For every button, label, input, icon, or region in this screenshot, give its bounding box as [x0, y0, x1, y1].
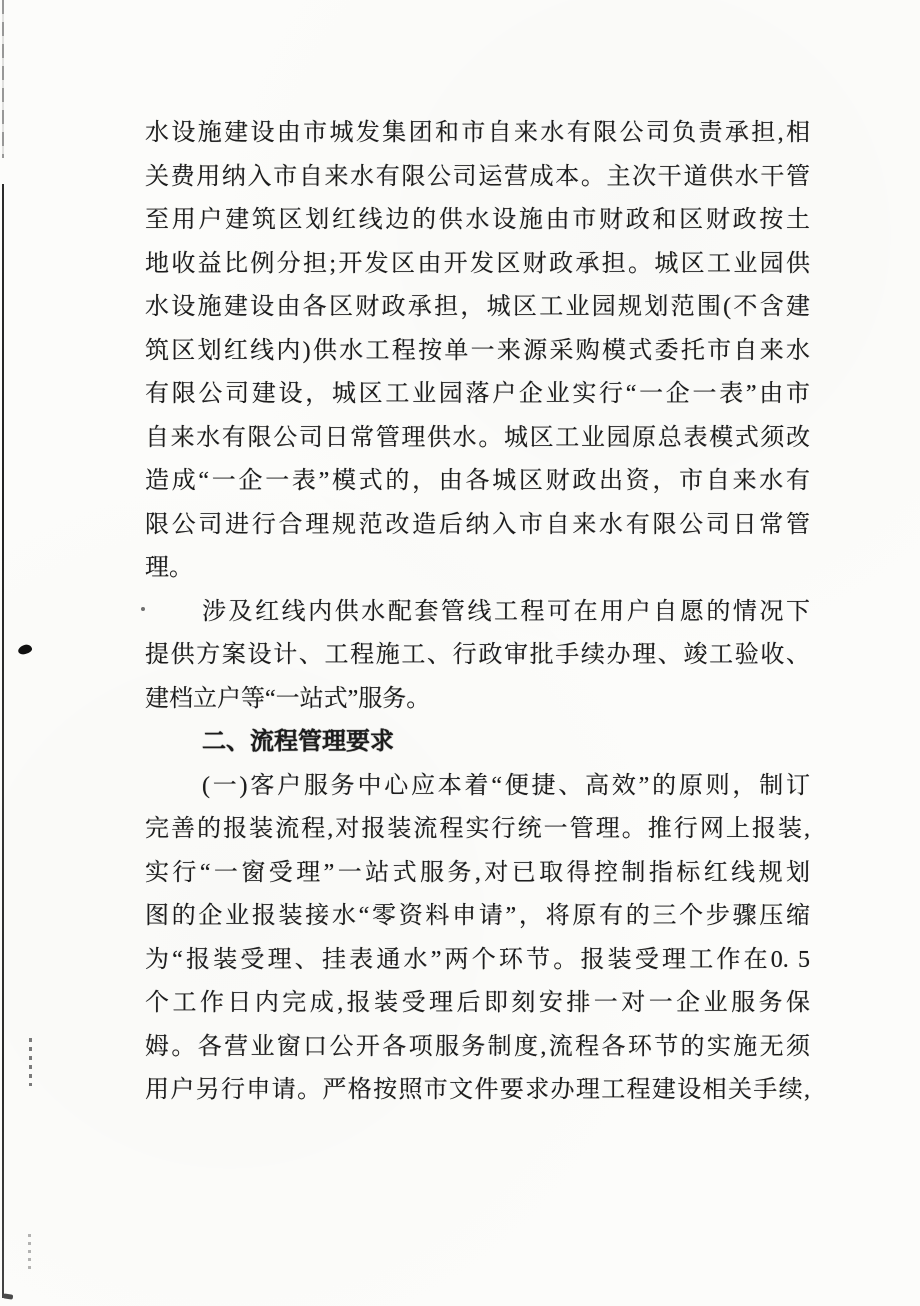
text-block — [145, 112, 810, 1113]
text-line: 图的企业报装接水“零资料申请”，将原有的三个步骤压缩 — [145, 903, 810, 929]
text-line: 筑区划红线内)供水工程按单一来源采购模式委托市自来水 — [145, 337, 810, 364]
section-heading — [145, 721, 810, 765]
text-line: 涉及红线内供水配套管线工程可在用户自愿的情况下 — [202, 598, 810, 625]
scan-edge-line — [2, 184, 4, 1298]
scan-edge-line-top — [2, 0, 4, 158]
text-line: 水设施建设由各区财政承担，城区工业园规划范围(不含建 — [145, 294, 810, 320]
text-line: 有限公司建设，城区工业园落户企业实行“一企一表”由市 — [145, 381, 810, 407]
text-line: 理。 — [145, 555, 193, 581]
text-line: 用户另行申请。严格按照市文件要求办理工程建设相关手续, — [145, 1077, 810, 1103]
scan-dash-streak — [28, 1234, 31, 1274]
text-line: 地收益比例分担;开发区由开发区财政承担。城区工业园供 — [145, 250, 810, 277]
text-line: 至用户建筑区划红线边的供水设施由市财政和区财政按土 — [145, 207, 810, 233]
text-line: 造成“一企一表”模式的，由各城区财政出资，市自来水有 — [145, 468, 810, 494]
paragraph — [145, 112, 810, 591]
text-line: 实行“一窗受理”一站式服务,对已取得控制指标红线规划 — [145, 859, 810, 886]
text-line: 建档立户等“一站式”服务。 — [145, 685, 431, 712]
text-line: 提供方案设计、工程施工、行政审批手续办理、竣工验收、 — [145, 642, 810, 668]
paragraph — [145, 591, 810, 722]
text-line: 姆。各营业窗口公开各项服务制度,流程各环节的实施无须 — [145, 1033, 810, 1060]
text-line: 个工作日内完成,报装受理后即刻安排一对一企业服务保 — [145, 990, 810, 1016]
text-line: 自来水有限公司日常管理供水。城区工业园原总表模式须改 — [145, 424, 810, 451]
text-line: 二、流程管理要求 — [202, 729, 394, 755]
ink-blob-mark — [17, 643, 33, 655]
text-line: 水设施建设由市城发集团和市自来水有限公司负责承担,相 — [145, 120, 810, 146]
text-line: 完善的报装流程,对报装流程实行统一管理。推行网上报装, — [145, 816, 810, 842]
text-line: (一)客户服务中心应本着“便捷、高效”的原则，制订 — [202, 772, 810, 799]
text-line: 为“报装受理、挂表通水”两个环节。报装受理工作在0. 5 — [145, 946, 810, 973]
scan-dash-streak — [29, 1038, 32, 1086]
scan-edge-hook-mark — [3, 1293, 14, 1299]
text-line: 限公司进行合理规范改造后纳入市自来水有限公司日常管 — [145, 511, 810, 538]
text-line: 关费用纳入市自来水有限公司运营成本。主次干道供水干管 — [145, 163, 810, 190]
paragraph — [145, 765, 810, 1113]
